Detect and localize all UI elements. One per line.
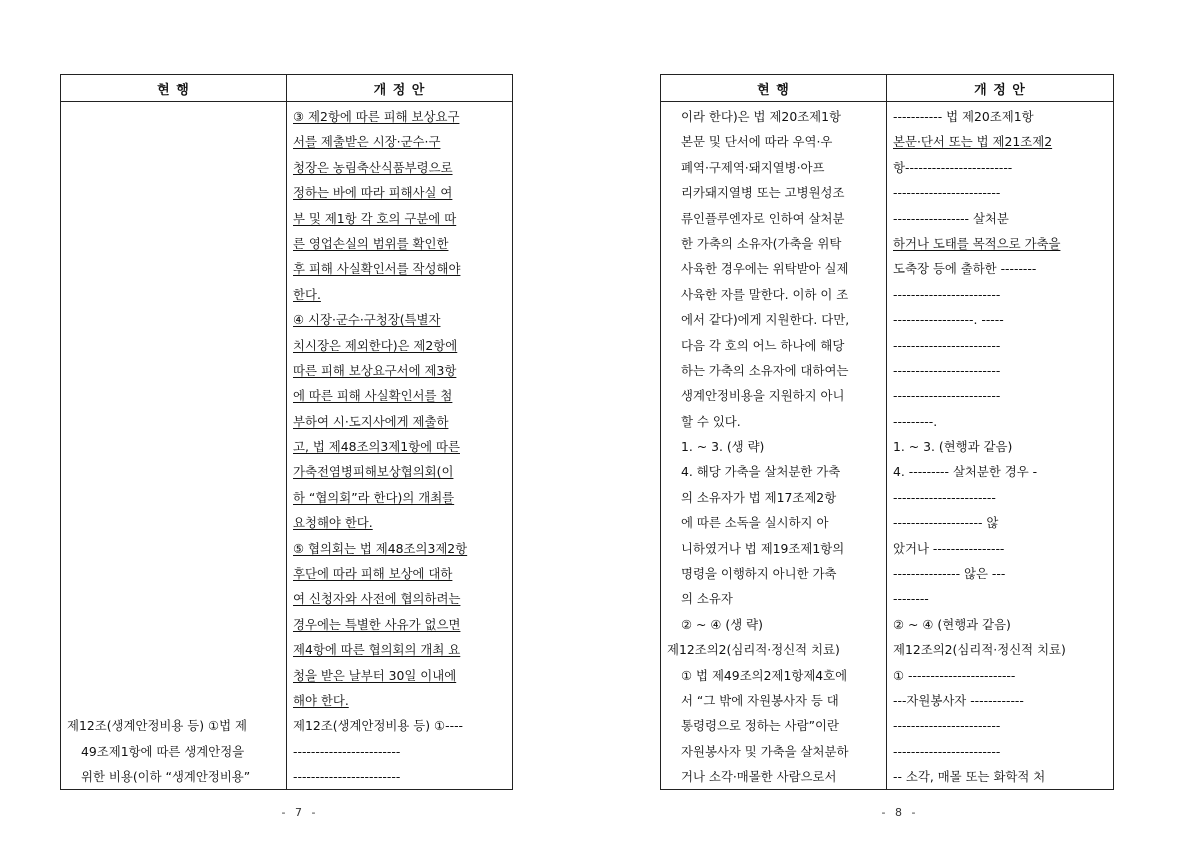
text-line: 에 따른 피해 사실확인서를 첨 [293, 388, 453, 404]
text-line [67, 409, 282, 434]
text-line [67, 358, 282, 383]
text-line: 부하여 시·도지사에게 제출하 [293, 413, 449, 429]
text-line [67, 155, 282, 180]
text-line: ④ 시장·군수·구청장(특별자 [293, 312, 441, 328]
text-line: 후 피해 사실확인서를 작성해야 [293, 261, 461, 277]
text-line [67, 561, 282, 586]
text-line: 본문 및 단서에 따라 우역·우 [681, 134, 833, 150]
text-line [67, 307, 282, 332]
text-line: 니하였거나 법 제19조제1항의 [681, 540, 845, 556]
text-line: 제12조의2(심리적·정신적 치료) [667, 642, 840, 658]
text-line: 해야 한다. [293, 692, 349, 708]
text-line: -------- [893, 591, 929, 607]
text-line: 1. ~ 3. (현행과 같음) [893, 439, 1013, 455]
page-8 [600, 0, 1200, 848]
text-line: ----------------- 살처분 [893, 210, 1009, 226]
text-line: 명령을 이행하지 아니한 가축 [681, 566, 837, 582]
text-line: 사육한 경우에는 위탁받아 실제 [681, 261, 849, 277]
text-line [67, 383, 282, 408]
text-line: 서를 제출받은 시장·군수·구 [293, 134, 441, 150]
text-line: 거나 소각·매몰한 사람으로서 [681, 769, 837, 785]
comparison-table [660, 74, 1114, 790]
text-line [67, 129, 282, 154]
text-line [67, 333, 282, 358]
text-line [67, 510, 282, 535]
text-line: ------------------------ [893, 743, 1001, 759]
text-line: 생계안정비용을 지원하지 아니 [681, 388, 845, 404]
header-current: 현 행 [61, 75, 287, 101]
text-line: 제12조(생계안정비용 등) ①법 제 [67, 718, 248, 734]
text-line: 49조제1항에 따른 생계안정을 [81, 743, 245, 759]
text-line: ---------. [893, 413, 938, 429]
text-line: 의 소유자가 법 제17조제2항 [681, 489, 837, 505]
text-line: 청장은 농림축산식품부령으로 [293, 159, 453, 175]
text-line: ② ~ ④ (현행과 같음) [893, 616, 1011, 632]
text-line: 따른 피해 보상요구서에 제3항 [293, 362, 457, 378]
text-line: ① ------------------------ [893, 667, 1016, 683]
text-line: 류인플루엔자로 인하여 살처분 [681, 210, 845, 226]
text-line: ----------------------- [893, 489, 996, 505]
text-line: 치시장은 제외한다)은 제2항에 [293, 337, 458, 353]
text-line: ------------------------ [893, 337, 1001, 353]
page-number: - 7 - [281, 806, 319, 819]
text-line: 4. 해당 가축을 살처분한 가축 [681, 464, 841, 480]
text-line: 청을 받은 날부터 30일 이내에 [293, 667, 457, 683]
text-line: 정하는 바에 따라 피해사실 여 [293, 185, 453, 201]
text-line: 이라 한다)은 법 제20조제1항 [681, 109, 841, 124]
text-line [67, 663, 282, 688]
text-line: 자원봉사자 및 가축을 살처분하 [681, 743, 849, 759]
text-line [67, 536, 282, 561]
header-current: 현 행 [661, 75, 887, 101]
text-line [67, 282, 282, 307]
text-line: 하는 가축의 소유자에 대하여는 [681, 362, 849, 378]
text-line: 본문·단서 또는 법 제21조제2 [893, 134, 1053, 150]
text-line: 한다. [293, 286, 321, 302]
text-line: ------------------------ [893, 185, 1001, 201]
text-line [67, 688, 282, 713]
proposed-column [287, 102, 512, 789]
text-line: 위한 비용(이하 “생계안정비용” [81, 769, 251, 785]
table-header [661, 75, 1113, 102]
text-line: ② ~ ④ (생 략) [681, 616, 763, 632]
header-proposed: 개 정 안 [974, 82, 1026, 98]
text-line: 제12조의2(심리적·정신적 치료) [893, 642, 1066, 658]
text-line: 하 “협의회”라 한다)의 개최를 [293, 489, 455, 505]
text-line: 에 따른 소독을 실시하지 아 [681, 515, 829, 531]
text-line: -- 소각, 매몰 또는 화학적 처 [893, 769, 1046, 785]
text-line: ----------- 법 제20조제1항 [893, 109, 1034, 124]
text-line: 제12조(생계안정비용 등) ①---- [293, 718, 464, 734]
text-line: -------------------- 않 [893, 515, 999, 531]
text-line: ------------------------ [893, 388, 1001, 404]
text-line: 의 소유자 [681, 591, 733, 607]
text-line: 가축전염병피해보상협의회(이 [293, 464, 454, 480]
comparison-table [60, 74, 513, 790]
current-column [61, 102, 287, 789]
text-line: ------------------------ [293, 769, 401, 785]
text-line [67, 231, 282, 256]
page-number: - 8 - [881, 806, 919, 819]
text-line: 여 신청자와 사전에 협의하려는 [293, 591, 461, 607]
text-line: 서 “그 밖에 자원봉사자 등 대 [681, 692, 839, 708]
text-line: 리카돼지열병 또는 고병원성조 [681, 185, 845, 201]
text-line: ---자원봉사자 ------------ [893, 692, 1024, 708]
text-line [67, 485, 282, 510]
text-line: 폐역·구제역·돼지열병·아프 [681, 159, 825, 175]
text-line: 사육한 자를 말한다. 이하 이 조 [681, 286, 849, 302]
text-line [67, 586, 282, 611]
text-line: ------------------------ [293, 743, 401, 759]
text-line: ③ 제2항에 따른 피해 보상요구 [293, 109, 460, 124]
header-proposed: 개 정 안 [373, 82, 426, 98]
text-line: 경우에는 특별한 사유가 없으면 [293, 616, 461, 632]
current-column [661, 102, 887, 789]
text-line [67, 180, 282, 205]
text-line: 4. --------- 살처분한 경우 - [893, 464, 1038, 480]
text-line: 요청해야 한다. [293, 515, 373, 531]
text-line: 고, 법 제48조의3제1항에 따른 [293, 439, 460, 455]
text-line: ⑤ 협의회는 법 제48조의3제2항 [293, 540, 468, 556]
text-line: ------------------------ [893, 362, 1001, 378]
text-line: 부 및 제1항 각 호의 구분에 따 [293, 210, 457, 226]
text-line [67, 434, 282, 459]
text-line: --------------- 않은 --- [893, 566, 1006, 582]
text-line [67, 612, 282, 637]
text-line: ------------------. ----- [893, 312, 1004, 328]
text-line: 에서 같다)에게 지원한다. 다만, [681, 312, 850, 328]
text-line: 할 수 있다. [681, 413, 741, 429]
text-line: 았거나 ---------------- [893, 540, 1005, 556]
text-line: 하거나 도태를 목적으로 가축을 [893, 235, 1061, 251]
text-line [67, 459, 282, 484]
text-line: 른 영업손실의 범위를 확인한 [293, 235, 449, 251]
table-header [61, 75, 512, 102]
text-line: 후단에 따라 피해 보상에 대하 [293, 566, 453, 582]
text-line: 한 가축의 소유자(가축을 위탁 [681, 235, 842, 251]
text-line [67, 256, 282, 281]
text-line: 도축장 등에 출하한 -------- [893, 261, 1037, 277]
text-line [67, 637, 282, 662]
text-line: 다음 각 호의 어느 하나에 해당 [681, 337, 845, 353]
text-line [67, 206, 282, 231]
proposed-column [887, 102, 1113, 789]
text-line: 제4항에 따른 협의회의 개최 요 [293, 642, 461, 658]
text-line: 1. ~ 3. (생 략) [681, 439, 765, 455]
text-line [67, 104, 282, 129]
text-line: 통령령으로 정하는 사람”이란 [681, 718, 839, 734]
text-line: 항------------------------ [893, 159, 1013, 175]
text-line: ------------------------ [893, 718, 1001, 734]
text-line: ------------------------ [893, 286, 1001, 302]
text-line: ① 법 제49조의2제1항제4호에 [681, 667, 848, 683]
